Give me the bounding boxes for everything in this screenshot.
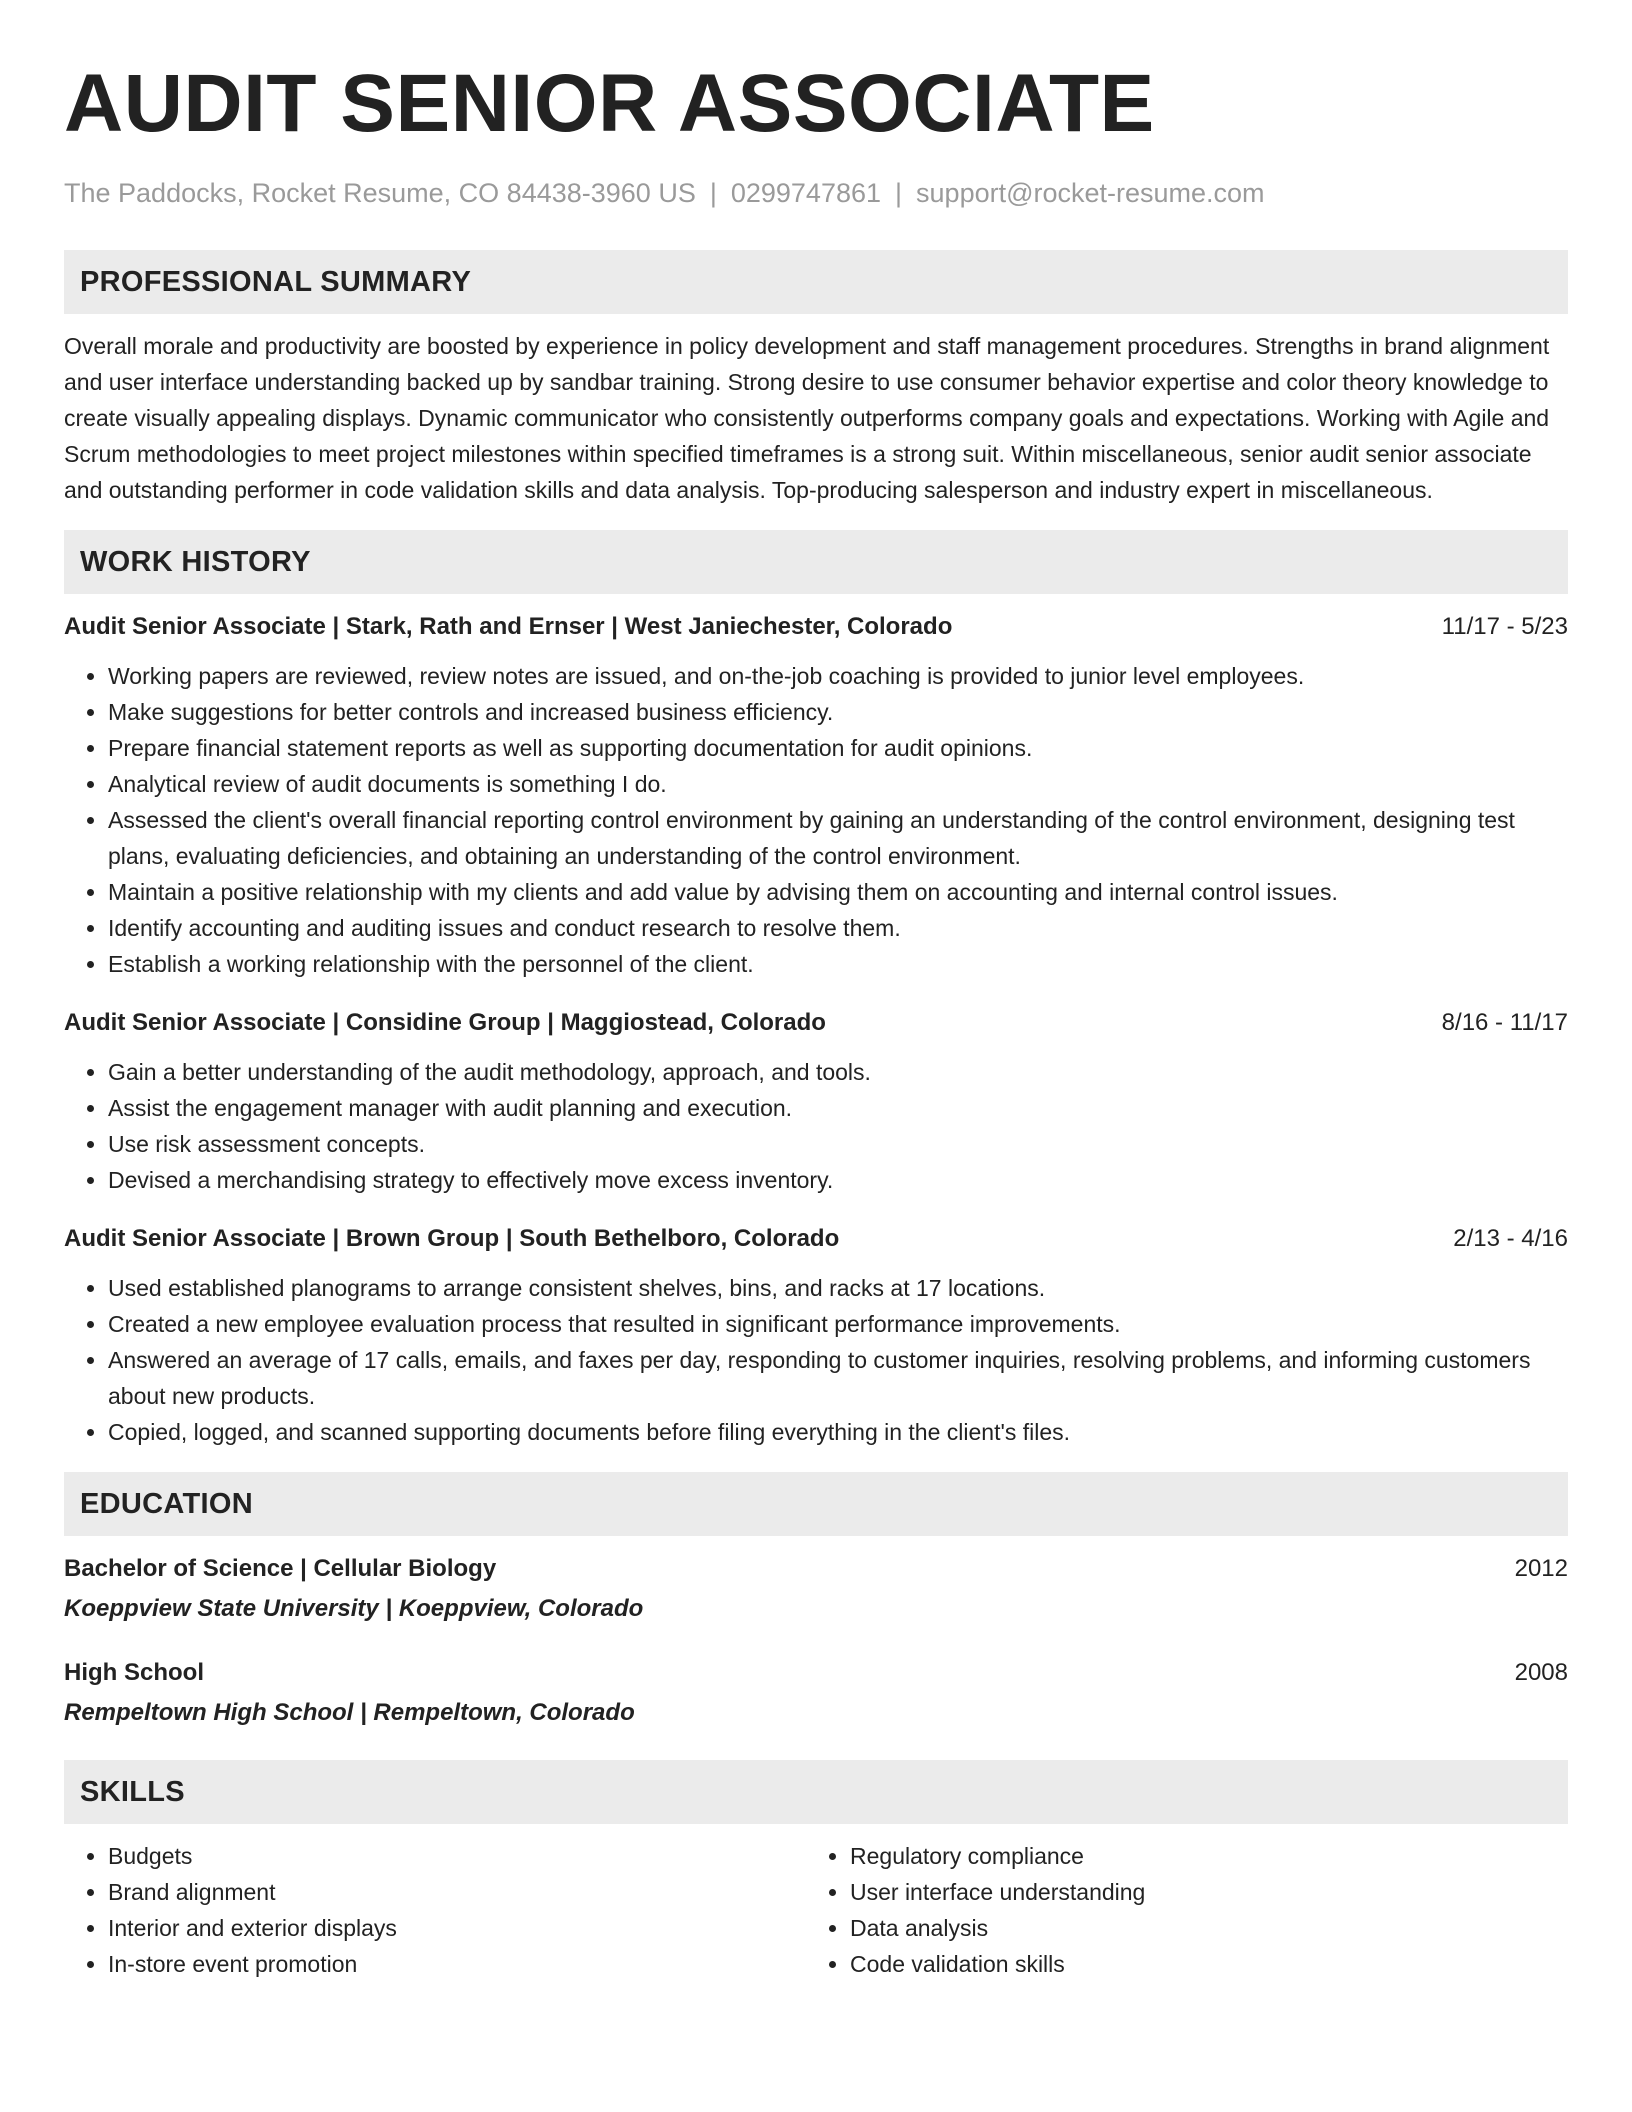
skill-item: • Data analysis <box>850 1910 1548 1946</box>
job-bullet: • Establish a working relationship with the personnel of the client. <box>108 946 1568 982</box>
job-entry <box>64 1222 1568 1450</box>
resume-page <box>64 56 1568 1982</box>
contact-line <box>64 176 1568 210</box>
skill-item: • Budgets <box>108 1838 806 1874</box>
job-bullet: • Copied, logged, and scanned supporting documents before filing everything in the client's files. <box>108 1414 1568 1450</box>
skill-item: • Interior and exterior displays <box>108 1910 806 1946</box>
education-year: 2012 <box>1514 1555 1568 1582</box>
job-title: Audit Senior Associate | Stark, Rath and Ernser | West Janiechester, Colorado <box>64 613 953 640</box>
contact-address: The Paddocks, Rocket Resume, CO 84438-3960 US <box>64 178 696 208</box>
section-header-education: EDUCATION <box>64 1472 1568 1536</box>
job-header <box>64 1006 1568 1040</box>
skills-grid <box>64 1838 1568 1982</box>
job-title: Audit Senior Associate | Considine Group | Maggiostead, Colorado <box>64 1009 826 1036</box>
job-bullet: • Working papers are reviewed, review notes are issued, and on-the-job coaching is provided to junior level employees. <box>108 658 1568 694</box>
job-title: Audit Senior Associate | Brown Group | South Bethelboro, Colorado <box>64 1225 840 1252</box>
skill-item: • In-store event promotion <box>108 1946 806 1982</box>
job-bullet: • Devised a merchandising strategy to effectively move excess inventory. <box>108 1162 1568 1198</box>
job-header <box>64 1222 1568 1256</box>
job-header <box>64 610 1568 644</box>
skills-list <box>64 1838 806 1982</box>
job-bullet: • Make suggestions for better controls and increased business efficiency. <box>108 694 1568 730</box>
education-header <box>64 1552 1568 1586</box>
section-header-skills: SKILLS <box>64 1760 1568 1824</box>
job-entry <box>64 1006 1568 1198</box>
contact-separator: | <box>895 178 903 208</box>
skill-item: • Regulatory compliance <box>850 1838 1548 1874</box>
education-school: Rempeltown High School | Rempeltown, Colorado <box>64 1699 635 1726</box>
job-dates: 11/17 - 5/23 <box>1441 613 1568 640</box>
skill-item: • Brand alignment <box>108 1874 806 1910</box>
job-bullet: • Maintain a positive relationship with my clients and add value by advising them on accounting and internal control issues. <box>108 874 1568 910</box>
education-degree: Bachelor of Science | Cellular Biology <box>64 1555 497 1582</box>
job-bullet: • Used established planograms to arrange consistent shelves, bins, and racks at 17 locations. <box>108 1270 1568 1306</box>
job-bullet: • Assist the engagement manager with audit planning and execution. <box>108 1090 1568 1126</box>
job-bullet: • Answered an average of 17 calls, emails, and faxes per day, responding to customer inquiries, resolving problems, and informing customers about new products. <box>108 1342 1568 1414</box>
education-entry <box>64 1552 1568 1626</box>
contact-separator: | <box>709 178 717 208</box>
section-header-summary: PROFESSIONAL SUMMARY <box>64 250 1568 314</box>
job-bullet: • Identify accounting and auditing issues and conduct research to resolve them. <box>108 910 1568 946</box>
job-bullet-list <box>64 1270 1568 1450</box>
skills-column-right <box>806 1838 1548 1982</box>
skills-list <box>806 1838 1548 1982</box>
job-bullet: • Gain a better understanding of the audit methodology, approach, and tools. <box>108 1054 1568 1090</box>
job-bullet-list <box>64 1054 1568 1198</box>
education-school: Koeppview State University | Koeppview, Colorado <box>64 1595 644 1622</box>
job-bullet: • Created a new employee evaluation process that resulted in significant performance improvements. <box>108 1306 1568 1342</box>
job-bullet: • Analytical review of audit documents is something I do. <box>108 766 1568 802</box>
education-year: 2008 <box>1514 1659 1568 1686</box>
job-bullet: • Assessed the client's overall financial reporting control environment by gaining an understanding of the control environment, designing test plans, evaluating deficiencies, and obtaining an understanding of the control environment. <box>108 802 1568 874</box>
contact-phone: 0299747861 <box>730 178 882 208</box>
section-header-work-history: WORK HISTORY <box>64 530 1568 594</box>
job-bullet-list <box>64 658 1568 982</box>
job-dates: 2/13 - 4/16 <box>1453 1225 1568 1252</box>
contact-email[interactable]: support@rocket-resume.com <box>916 178 1265 208</box>
education-degree: High School <box>64 1659 204 1686</box>
job-entry <box>64 610 1568 982</box>
education-header <box>64 1656 1568 1690</box>
job-bullet: • Use risk assessment concepts. <box>108 1126 1568 1162</box>
job-bullet: • Prepare financial statement reports as well as supporting documentation for audit opinions. <box>108 730 1568 766</box>
skills-column-left <box>64 1838 806 1982</box>
summary-text: Overall morale and productivity are boosted by experience in policy development and staff management procedures. Strengths in brand alignment and user interface understanding backed up by sandbar training. Strong desire to use consumer behavior expertise and color theory knowledge to create visually appealing displays. Dynamic communicator who consistently outperforms company goals and expectations. Working with Agile and Scrum methodologies to meet project milestones within specified timeframes is a strong suit. Within miscellaneous, senior audit senior associate and outstanding performer in code validation skills and data analysis. Top-producing salesperson and industry expert in miscellaneous. <box>64 333 1550 503</box>
resume-name: AUDIT SENIOR ASSOCIATE <box>64 58 1155 149</box>
job-dates: 8/16 - 11/17 <box>1441 1009 1568 1036</box>
education-entry <box>64 1656 1568 1730</box>
skill-item: • User interface understanding <box>850 1874 1548 1910</box>
skill-item: • Code validation skills <box>850 1946 1548 1982</box>
